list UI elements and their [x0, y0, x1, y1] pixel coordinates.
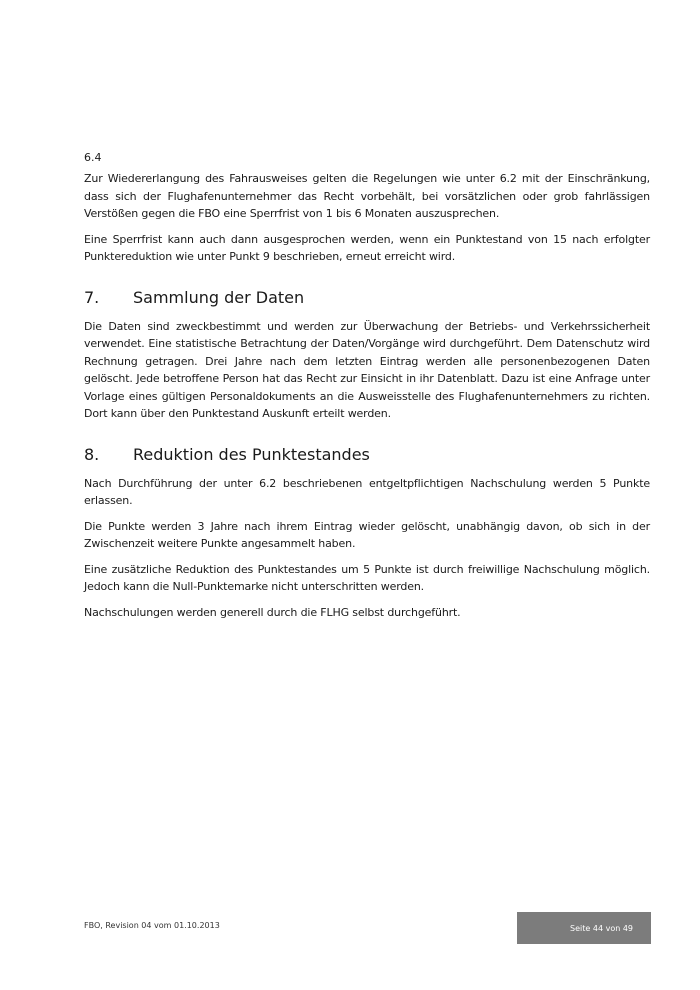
- footer-revision: FBO, Revision 04 vom 01.10.2013: [84, 921, 220, 930]
- paragraph: Eine zusätzliche Reduktion des Punktestandes um 5 Punkte ist durch freiwillige Nachschulung möglich. Jedoch kann die Null-Punktemarke nicht unterschritten werden.: [84, 562, 650, 593]
- section-title: Reduktion des Punktestandes: [133, 444, 370, 464]
- paragraph: Zur Wiedererlangung des Fahrausweises gelten die Regelungen wie unter 6.2 mit der Einschränkung, dass sich der Flughafenunternehmer das Recht vorbehält, bei vorsätzlichen oder grob fahrlässigen Verstößen gegen die FBO eine Sperrfrist von 1 bis 6 Monaten auszusprechen.: [84, 172, 650, 220]
- paragraph: Nach Durchführung der unter 6.2 beschriebenen entgeltpflichtigen Nachschulung werden 5 Punkte erlassen.: [84, 476, 650, 507]
- paragraph: Nachschulungen werden generell durch die FLHG selbst durchgeführt.: [84, 605, 461, 619]
- section-number: 7.: [84, 287, 100, 307]
- section-number-6-4: 6.4: [84, 151, 102, 164]
- section-heading-8: [84, 445, 650, 465]
- paragraph: Die Daten sind zweckbestimmt und werden zur Überwachung der Betriebs- und Verkehrssicherheit verwendet. Eine statistische Betrachtung der Daten/Vorgänge wird durchgeführt. Dem Datenschutz wird Rechnung getragen. Drei Jahre nach dem letzten Eintrag werden alle personenbezogenen Daten gelöscht. Jede betroffene Person hat das Recht zur Einsicht in ihr Datenblatt. Dazu ist eine Anfrage unter Vorlage eines gültigen Personaldokuments an die Ausweisstelle des Flughafenunternehmers zu richten. Dort kann über den Punktestand Auskunft erteilt werden.: [84, 319, 650, 420]
- section-title: Sammlung der Daten: [133, 287, 305, 307]
- page-number-text: Seite 44 von 49: [570, 923, 633, 933]
- paragraph: Eine Sperrfrist kann auch dann ausgesprochen werden, wenn ein Punktestand von 15 nach erfolgter Punktereduktion wie unter Punkt 9 beschrieben, erneut erreicht wird.: [84, 232, 650, 263]
- paragraph: Die Punkte werden 3 Jahre nach ihrem Eintrag wieder gelöscht, unabhängig davon, ob sich in der Zwischenzeit weitere Punkte angesammelt haben.: [84, 519, 650, 550]
- section-heading-7: [84, 288, 650, 308]
- document-body: [84, 150, 650, 629]
- footer-page-number: [517, 912, 651, 944]
- section-number: 8.: [84, 444, 100, 464]
